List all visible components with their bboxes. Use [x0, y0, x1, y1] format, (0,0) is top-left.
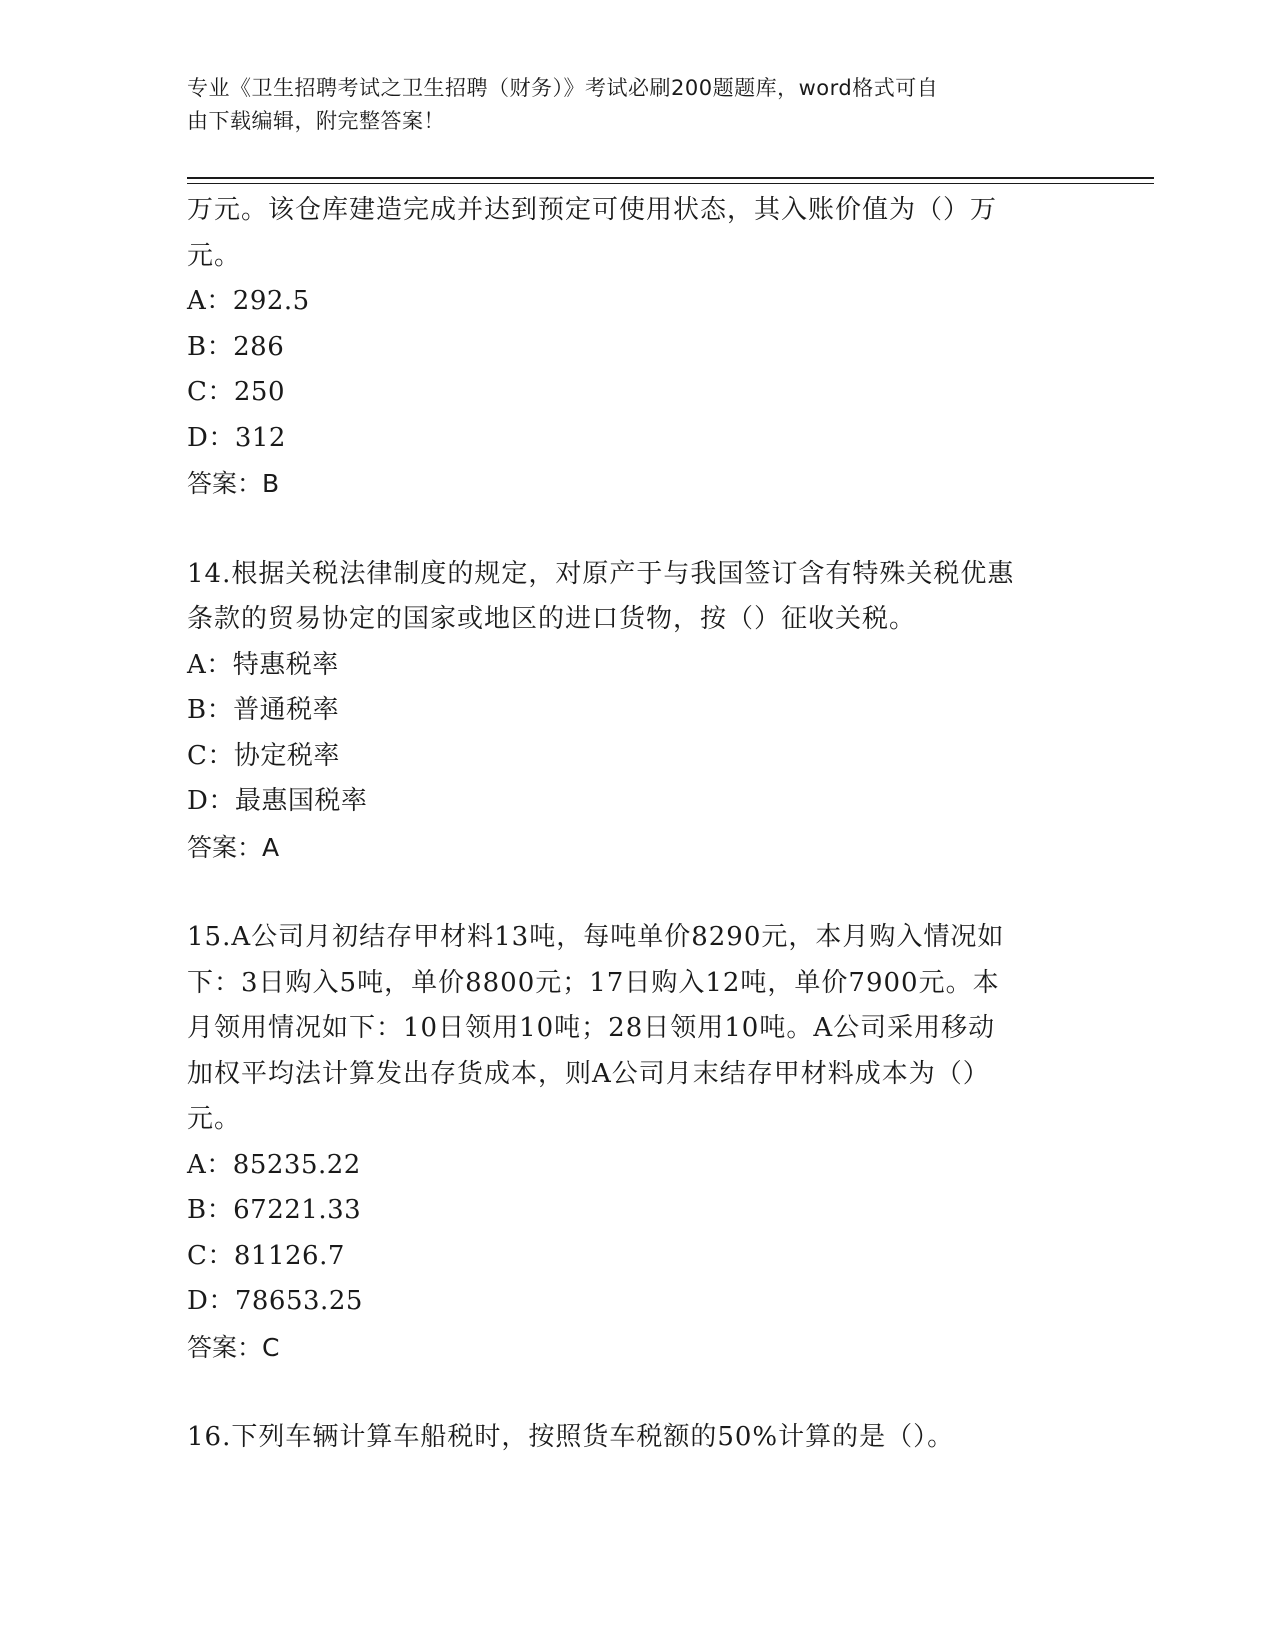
option-c: C：81126.7	[187, 1240, 345, 1271]
header-divider-thin	[187, 183, 1154, 184]
question-stem-line: 15.A公司月初结存甲材料13吨，每吨单价8290元，本月购入情况如	[187, 922, 1005, 952]
question-13	[187, 188, 1087, 507]
option-c: C：协定税率	[187, 740, 340, 771]
spacer	[187, 870, 1087, 915]
option-d: D：最惠国税率	[187, 786, 368, 816]
header-line-1: 专业《卫生招聘考试之卫生招聘（财务）》考试必刷200题题库，word格式可自	[187, 76, 939, 100]
spacer	[187, 1370, 1087, 1415]
option-b: B：普通税率	[187, 695, 340, 725]
question-stem-line: 下：3日购入5吨，单价8800元；17日购入12吨，单价7900元。本	[187, 967, 1000, 998]
answer-line: 答案：C	[187, 1332, 280, 1362]
option-b: B：286	[187, 331, 285, 362]
option-d: D：78653.25	[187, 1286, 363, 1316]
answer-line: 答案：A	[187, 832, 280, 862]
question-stem-line: 条款的贸易协定的国家或地区的进口货物，按（）征收关税。	[187, 604, 917, 634]
answer-line: 答案：B	[187, 469, 280, 498]
question-stem-line: 月领用情况如下：10日领用10吨；28日领用10吨。A公司采用移动	[187, 1013, 996, 1043]
question-14	[187, 552, 1087, 871]
header-line-2: 由下载编辑，附完整答案！	[187, 109, 445, 133]
question-stem-line: 加权平均法计算发出存货成本，则A公司月末结存甲材料成本为（）	[187, 1058, 990, 1089]
question-list	[187, 188, 1087, 1461]
option-a: A：292.5	[187, 286, 310, 316]
question-stem-line: 万元。该仓库建造完成并达到预定可使用状态，其入账价值为（）万	[187, 195, 998, 225]
question-stem-line: 14.根据关税法律制度的规定，对原产于与我国签订含有特殊关税优惠	[187, 558, 1015, 589]
question-stem-line: 元。	[187, 1104, 242, 1134]
document-header	[187, 72, 1067, 138]
option-c: C：250	[187, 377, 286, 407]
option-b: B：67221.33	[187, 1195, 362, 1225]
question-15	[187, 915, 1087, 1370]
option-a: A：85235.22	[187, 1149, 361, 1180]
spacer	[187, 507, 1087, 552]
option-d: D：312	[187, 422, 286, 453]
header-divider	[187, 177, 1154, 179]
question-16	[187, 1415, 1087, 1461]
question-stem-line: 元。	[187, 240, 242, 271]
option-a: A：特惠税率	[187, 649, 339, 680]
question-stem-line: 16.下列车辆计算车船税时，按照货车税额的50%计算的是（）。	[187, 1422, 955, 1452]
